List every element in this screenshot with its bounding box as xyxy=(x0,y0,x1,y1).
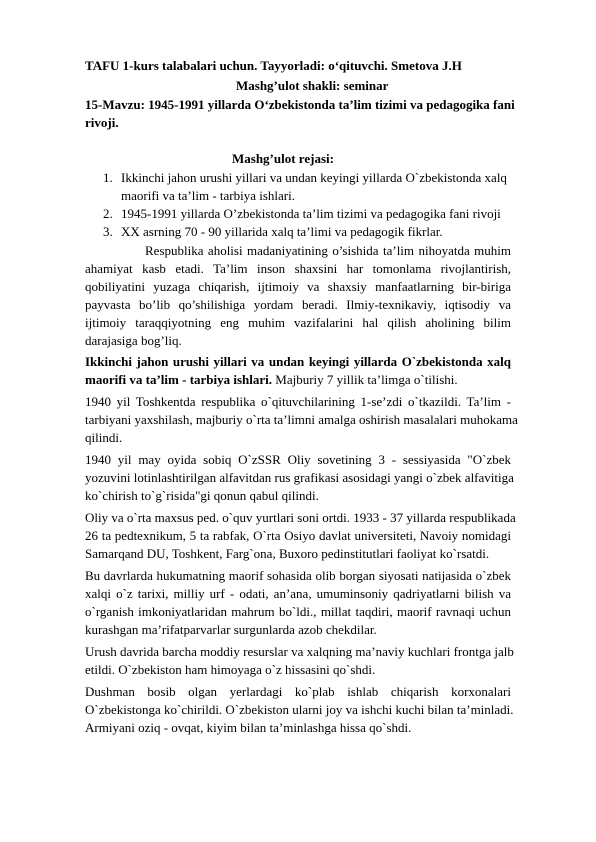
intro-line: Respublika aholisi madaniyatining o’sishida ta’lim nihoyatda muhim xyxy=(145,243,511,258)
plan-item-text: XX asrning 70 - 90 yillarida xalq ta’limi va pedagogik fikrlar. xyxy=(121,224,443,239)
paragraph-line: kurashgan ma’rifatparvarlar surgunlarda azob chekdilar. xyxy=(85,622,377,637)
section-heading-bold: maorifi va ta’lim - tarbiya ishlari. xyxy=(85,372,273,387)
plan-item-number: 2. xyxy=(103,206,113,221)
paragraph-line: etildi. O`zbekiston ham himoyaga o`z hissasini qo`shdi. xyxy=(85,662,376,677)
section-heading-rest: Majburiy 7 yillik ta’limga o`tilishi. xyxy=(272,372,458,387)
paragraph-line: Oliy va o`rta maxsus ped. o`quv yurtlari soni ortdi. 1933 - 37 yillarda respublikada xyxy=(85,510,516,525)
paragraph-line: 1940 yil Toshkentda respublika o`qituvchilarining 1-se’zdi o`tkazildi. Ta’lim - xyxy=(85,394,511,409)
intro-line: payvasta bo’lib qo’shilishiga yordam beradi. Ilmiy-texnikaviy, iqtisodiy va xyxy=(85,297,511,312)
paragraph-line: 1940 yil may oyida sobiq O`zSSR Oliy sovetining 3 - sessiyasida "O`zbek xyxy=(85,452,511,467)
plan-item-text: Ikkinchi jahon urushi yillari va undan keyingi yillarda O`zbekistonda xalq xyxy=(121,170,507,185)
intro-line: qobiliyatini yuzaga chiqarish, ijtimoiy va shaxsiy manfaatlarning bir-biriga xyxy=(85,279,511,294)
plan-title: Mashg’ulot rejasi: xyxy=(232,151,334,166)
intro-line: ahamiyat kasb etadi. Ta’lim inson shaxsini har tomonlama rivojlantirish, xyxy=(85,261,511,276)
paragraph-line: xalqi o`z tarixi, milliy urf - odati, an’ana, umuminsoniy qadriyatlarni bilish va xyxy=(85,586,511,601)
plan-item-text: 1945-1991 yillarda O’zbekistonda ta’lim tizimi va pedagogika fani rivoji xyxy=(121,206,501,221)
paragraph-line: ko`chirish to`g`risida"gi qonun qabul qilindi. xyxy=(85,488,319,503)
author-line: TAFU 1-kurs talabalari uchun. Tayyorladi: o‘qituvchi. Smetova J.H xyxy=(85,58,462,73)
topic-title-line2: rivoji. xyxy=(85,115,119,130)
paragraph-line: O`zbekistonga ko`chirildi. O`zbekiston ularni joy va ishchi kuchi bilan ta’minladi. xyxy=(85,702,514,717)
paragraph-line: Samarqand DU, Toshkent, Farg`ona, Buxoro pedinstitutlari faoliyat ko`rsatdi. xyxy=(85,546,490,561)
intro-line: ijtimoiy taraqqiyotning eng muhim vazifalarini hal qilish aholining bilim xyxy=(85,315,511,330)
topic-title-line1: 15-Mavzu: 1945-1991 yillarda O‘zbekistonda ta’lim tizimi va pedagogika fani xyxy=(85,97,515,112)
plan-item-number: 3. xyxy=(103,224,113,239)
paragraph-line: yozuvini lotinlashtirilgan alfavitdan rus grafikasi asosidagi yangi o`zbek alfavitiga xyxy=(85,470,514,485)
section-heading-line2 xyxy=(85,371,511,389)
paragraph-line: 26 ta pedtexnikum, 5 ta rabfak, O`rta Osiyo davlat universiteti, Navoiy nomidagi xyxy=(85,528,511,543)
paragraph-line: Dushman bosib olgan yerlardagi ko`plab ishlab chiqarish korxonalari xyxy=(85,684,511,699)
paragraph-line: qilindi. xyxy=(85,430,123,445)
plan-item-number: 1. xyxy=(103,170,113,185)
plan-item-text: maorifi va ta’lim - tarbiya ishlari. xyxy=(121,188,295,203)
paragraph-line: Urush davrida barcha moddiy resurslar va xalqning ma’naviy kuchlari frontga jalb xyxy=(85,644,514,659)
paragraph-line: Bu davrlarda hukumatning maorif sohasida olib borgan siyosati natijasida o`zbek xyxy=(85,568,511,583)
paragraph-line: tarbiyani yaxshilash, majburiy o`rta ta’limni amalga oshirish masalalari muhokama xyxy=(85,412,518,427)
intro-line: darajasiga bog’liq. xyxy=(85,333,182,348)
session-type: Mashg’ulot shakli: seminar xyxy=(236,78,389,93)
paragraph-line: o`rganish imkoniyatlaridan mahrum bo`ldi., millat taqdiri, maorif ravnaqi uchun xyxy=(85,604,511,619)
paragraph-line: Armiyani oziq - ovqat, kiyim bilan ta’minlashga hissa qo`shdi. xyxy=(85,720,412,735)
section-heading: Ikkinchi jahon urushi yillari va undan keyingi yillarda O`zbekistonda xalq xyxy=(85,354,511,369)
